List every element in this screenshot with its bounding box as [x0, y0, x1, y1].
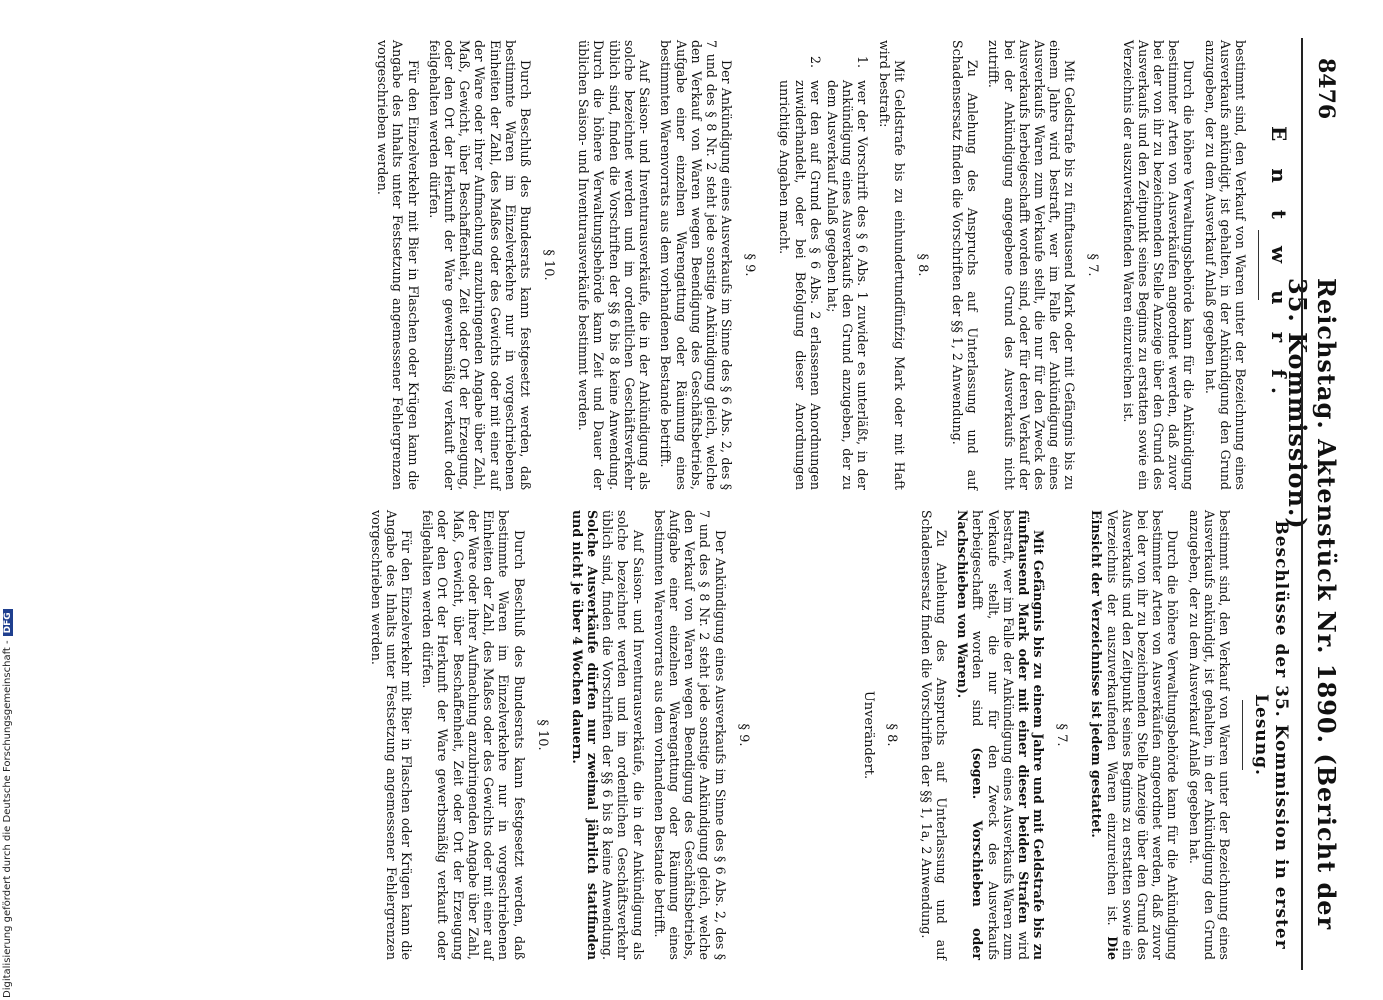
paragraph: Durch Beschluß des Bundesrats kann festgesetzt werden, daß bestimmte Waren im Einzelverkehre nur in vorgeschriebenen Einheiten der Zahl, des Maßes oder des Gewichts oder mit einer auf der Ware oder ihrer Aufmachung anzubringenden Angabe über Zahl, Maß, Gewicht, über Beschaffenheit, Zeit oder Ort der Erzeugung oder den Ort der Herkunft der Ware gewerbsmäßig verkauft oder feilgehalten werden dürfen.	[420, 510, 527, 960]
column-committee	[362, 510, 1291, 960]
section-title: § 9.	[735, 723, 751, 747]
bold-amendment: Solche Ausverkäufe dürfen nur zweimal jährlich stattfinden und nicht je über 4 Wochen dauern.	[569, 510, 600, 960]
paragraph-text: Auf Saison- und Inventurausverkäufe, die in der Ankündigung als solche bezeichnet werden und im ordentlichen Geschäftsverkehr üblich sind, finden die Vorschriften der §§ 6 bis 8 keine Anwendung.	[600, 510, 646, 960]
dfg-logo: DFG	[3, 609, 13, 636]
paragraph: Der Ankündigung eines Ausverkaufs im Sinne des § 6 Abs. 2, des § 7 und des § 8 Nr. 2 steht jede sonstige Ankündigung gleich, welche den Verkauf von Waren wegen Beendigung des Geschäftsbetriebs, Aufgabe einer einzelnen Warengattung oder Räumung eines bestimmten Warenvorrats aus dem vorhandenen Bestande betrifft.	[651, 510, 728, 960]
digitization-credit	[2, 608, 16, 998]
paragraph: Für den Einzelverkehr mit Bier in Flaschen oder Krügen kann die Angabe des Inhalts unter Festsetzung angemessener Fehlergrenzen vorgeschrieben werden.	[375, 40, 421, 490]
numbered-list	[777, 56, 870, 490]
paragraph: Zu Anlehung des Anspruchs auf Unterlassung und auf Schadensersatz finden die Vorschriften der §§ 1, 1a, 2 Anwendung.	[918, 510, 949, 960]
header-rule	[1301, 38, 1303, 970]
paragraph	[1089, 510, 1180, 960]
paragraph: Durch Beschluß des Bundesrats kann festgesetzt werden, daß bestimmte Waren im Einzelverkehre nur in vorgeschriebenen Einheiten der Zahl, des Maßes oder des Gewichts oder mit einer auf der Ware oder ihrer Aufmachung anzubringenden Angabe über Zahl, Maß, Gewicht, über Beschaffenheit, Zeit oder Ort der Erzeugung, oder den Ort der Herkunft der Ware gewerbsmäßig verkauft oder feilgehalten werden dürfen.	[426, 40, 534, 490]
column-heading-draft: E n t w u r f.	[1267, 126, 1291, 404]
paragraph: Mit Geldstrafe bis zu einhundertundfünfzig Mark oder mit Haft wird bestraft:	[876, 40, 907, 490]
section-title: § 7.	[1054, 723, 1070, 747]
paragraph	[570, 510, 646, 960]
bold-amendment: (sogen. Vorschieben oder Nachschieben von Waren).	[955, 510, 986, 961]
column-draft	[369, 40, 1291, 490]
column-heading-committee: Beschlüsse der 35. Kommission in erster Lesung.	[1251, 520, 1291, 950]
paragraph: Zu Anlehung des Anspruchs auf Unterlassung und auf Schadensersatz finden die Vorschriften der §§ 1, 2 Anwendung.	[949, 40, 981, 490]
paragraph: Mit Geldstrafe bis zu fünftausend Mark oder mit Gefängnis bis zu einem Jahre wird bestraft, wer im Falle der Ankündigung eines Ausverkaufs Waren zum Verkaufe stellt, die nur für den Zweck des Ausverkaufs herbeigeschafft worden sind, oder für deren Verkauf der bei der Ankündigung angegebene Grund des Ausverkaufs nicht zutrifft.	[986, 40, 1078, 490]
section-title: § 10.	[541, 249, 557, 281]
unchanged-note: Unverändert.	[860, 690, 876, 780]
list-number: 2.	[807, 56, 823, 69]
section-title: § 7.	[1085, 253, 1101, 277]
list-number: 1.	[855, 56, 871, 69]
section-title: § 8.	[883, 723, 899, 747]
section-title: § 10.	[534, 719, 550, 751]
page-header	[1283, 38, 1345, 970]
section-title: § 8.	[914, 253, 930, 277]
paragraph: bestimmt sind, den Verkauf von Waren unter der Bezeichnung eines Ausverkaufs ankündigt, ist gehalten, in der Ankündigung den Grund anzugeben, der zu dem Ausverkauf Anlaß gegeben hat.	[1202, 40, 1248, 490]
page-title: Reichstag. Aktenstück Nr. 1890. (Bericht der 35. Kommission.)	[1283, 278, 1341, 931]
credit-text: Digitalisierung gefördert durch die Deutsche Forschungsgemeinschaft -	[2, 640, 13, 998]
list-text: wer den auf Grund des § 6 Abs. 2 erlassenen Anordnungen zuwiderhandelt, oder bei Befolgung dieser Anordnungen unrichtige Angaben macht.	[777, 80, 823, 490]
paragraph-text: wird bestraft, wer im Falle der Ankündigung eines Ausverkaufs Waren zum Verkaufe stellt, die nur für den Zweck des Ausverkaufs herbeigeschafft worden sind	[970, 510, 1031, 960]
paragraph: Auf Saison- und Inventurausverkäufe, die in der Ankündigung als solche bezeichnet werden und im ordentlichen Geschäftsverkehr üblich sind, finden die Vorschriften der §§ 6 bis 8 keine Anwendung. Durch die höhere Verwaltungsbehörde kann Zeit und Dauer der üblichen Saison- und Inventurausverkäufe bestimmt werden.	[576, 40, 653, 490]
list-item	[825, 56, 871, 490]
paragraph-text: Durch die höhere Verwaltungsbehörde kann für die Ankündigung bestimmter Arten von Ausverkäufen angeordnet werden, daß zuvor bei der von ihr zu bezeichnenden Stelle Anzeige über den Grund des Ausverkaufs und den Zeitpunkt seines Beginns zu erstatten sowie ein Verzeichnis der auszuverkaufenden Waren einzureichen ist.	[1104, 510, 1181, 960]
paragraph: Für den Einzelverkehr mit Bier in Flaschen oder Krügen kann die Angabe des Inhalts unter Festsetzung angemessener Fehlergrenzen vorgeschrieben werden.	[368, 510, 415, 960]
paragraph: Durch die höhere Verwaltungsbehörde kann für die Ankündigung bestimmter Arten von Ausverkäufen angeordnet werden, daß zuvor bei der von ihr zu bezeichnenden Stelle Anzeige über den Grund des Ausverkaufs und den Zeitpunkt seines Beginns zu erstatten sowie ein Verzeichnis der auszuverkaufenden Waren einzureichen ist.	[1120, 40, 1197, 490]
divider	[1258, 230, 1259, 300]
paragraph: Der Ankündigung eines Ausverkaufs im Sinne des § 6 Abs. 2, des § 7 und des § 8 Nr. 2 steht jede sonstige Ankündigung gleich, welche den Verkauf von Waren wegen Beendigung des Geschäftsbetriebs, Aufgabe einer einzelnen Warengattung oder Räumung eines bestimmten Warenvorrats aus dem vorhandenen Bestande betrifft.	[658, 40, 735, 490]
paragraph	[955, 510, 1046, 960]
page-number: 8476	[1313, 58, 1339, 120]
divider	[1242, 700, 1243, 770]
bold-amendment: Die Einsicht der Verzeichnisse ist jedem gestattet.	[1089, 510, 1120, 960]
section-title: § 9.	[742, 253, 758, 277]
paragraph: bestimmt sind, den Verkauf von Waren unter der Bezeichnung eines Ausverkaufs ankündigt, ist gehalten, in der Ankündigung den Grund anzugeben, der zu dem Ausverkauf Anlaß gegeben hat.	[1186, 510, 1232, 960]
bold-amendment: Mit Gefängnis bis zu einem Jahre und mit Geldstrafe bis zu fünftausend Mark oder mit einer dieser beiden Strafen	[1015, 510, 1047, 960]
list-item	[777, 56, 823, 490]
list-text: wer der Vorschrift des § 6 Abs. 1 zuwider es unterläßt, in der Ankündigung eines Ausverkaufs den Grund anzugeben, der zu dem Ausverkauf Anlaß gegeben hat;	[824, 80, 871, 490]
